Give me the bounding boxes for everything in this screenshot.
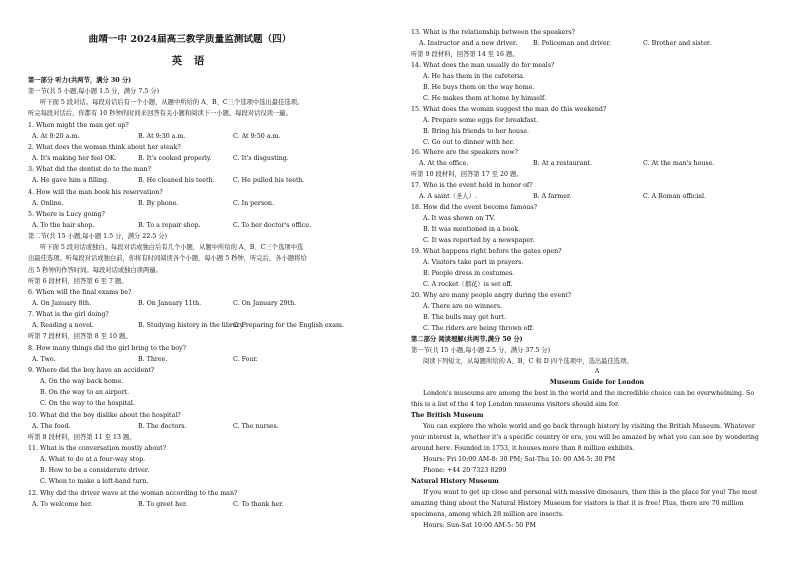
text-line: A. Prepare some eggs for breakfast. (423, 116, 539, 124)
answer-option: C. In person. (233, 199, 274, 207)
text-line: Phone: +44 20 7323 8299 (423, 467, 507, 474)
text-line: B. People dress in costumes. (423, 269, 515, 277)
subject-title: 英 语 (171, 55, 209, 67)
text-line: 9. Where did the boy have an accident? (28, 366, 155, 374)
section-heading: The British Museum (411, 412, 484, 420)
text-line: C. On the way to the hospital. (40, 400, 135, 408)
text-line: 18. How did the event become famous? (411, 204, 537, 212)
text-line: 13. What is the relationship between the speakers? (411, 29, 576, 36)
text-line: 听第 8 段材料，回答第 11 至 13 题。 (28, 433, 136, 441)
text-line: 听完每段对话后，你都有 10 秒钟的时间来回答有关小题和阅读下一小题。每段对话仅读一遍。 (28, 110, 292, 118)
answer-option: A. Two. (32, 355, 56, 363)
answer-option: B. Studying history in the library. (138, 322, 245, 330)
answer-option: B. By phone. (138, 199, 179, 207)
answer-options (28, 299, 388, 308)
text-line: 17. Who is the event held in honor of? (411, 182, 533, 190)
answer-option: C. Four. (233, 355, 258, 363)
answer-option: A. On January 8th. (32, 300, 92, 307)
text-line: 7. What is the girl doing? (28, 311, 109, 319)
text-line: A. It was shown on TV. (423, 215, 495, 223)
text-line: A. What to do at a four-way stop. (40, 456, 146, 464)
text-line: C. When to make a left-hand turn. (40, 478, 149, 486)
text-line: 听下面 5 段对话或独白。每段对话或独白后有几个小题，从题中所给的 A、B、C三个选项中选 (40, 244, 304, 252)
answer-options (28, 355, 388, 364)
answer-option: C. He pulled his teeth. (233, 177, 305, 185)
text-line: London's museums are among the best in the world and the incredible choice can be overwhelming. So (423, 390, 755, 398)
text-line: 阅读下列短文，从每题所给的 A、B、C 和 D 四个选项中，选出最佳选项。 (423, 357, 633, 365)
text-line: 5. Where is Lucy going? (28, 210, 105, 218)
answer-options (411, 192, 783, 201)
answer-option: B. At 9:30 a.m. (138, 132, 186, 140)
text-line: 12. Why did the driver wave at the woman according to the man? (28, 489, 238, 497)
text-line: 19. What happens right before the gates open? (411, 248, 562, 255)
answer-option: C. A Roman official. (643, 193, 707, 201)
text-line: your interest is, whether it's a specific country or era, you will be amazed by what you can see by wondering (411, 434, 759, 442)
text-line: 听下面 5 段对话。每段对话后有一个小题，从题中所给的 A、B、C三个选项中选出最佳选项。 (40, 99, 304, 107)
text-line: 14. What does the man usually do for meals? (411, 61, 555, 69)
answer-options (28, 199, 388, 208)
text-line: Hours: Sun-Sat 10:00 AM-5: 50 PM (423, 521, 536, 529)
answer-option: B. At a restaurant. (533, 160, 593, 168)
text-line: 11. What is the conversation mostly about? (28, 444, 167, 452)
answer-option: B. To a repair shop. (138, 221, 201, 229)
text-line: 4. How will the man book his reservation? (28, 188, 163, 196)
answer-option: C. Brother and sister. (643, 39, 712, 47)
answer-option: A. At the office. (419, 160, 469, 168)
answer-option: A. It's making her feel OK. (32, 155, 117, 163)
text-line: 10. What did the boy dislike about the hospital? (28, 411, 181, 419)
text-line: A. There are no winners. (423, 302, 503, 310)
text-line: around here. Founded in 1753, it houses more than 8 million exhibits. (411, 445, 635, 453)
text-line: 15. What does the woman suggest the man do this weekend? (411, 105, 607, 113)
answer-option: A. The food. (32, 422, 71, 430)
text-line: Hours: Fri 10:00 AM-8: 30 PM; Sat-Thu 10: 00 AM-5: 30 PM (423, 456, 616, 464)
text-line: A. Visitors take part in prayers. (423, 258, 524, 266)
text-line: A. On the way back home. (40, 378, 124, 386)
text-line: 听第 7 段材料，回答第 8 至 10 题。 (28, 333, 132, 341)
text-line: C. He makes them at home by himself. (423, 94, 547, 102)
answer-options (28, 321, 388, 330)
text-line: 出最佳选项。听每段对话或独白前，你将有时间阅读各个小题，每小题 5 秒钟，听完后，各小题将给 (28, 255, 307, 263)
text-line: C. A rocket（烟花）is set off. (423, 280, 513, 288)
answer-option: C. At the man's house. (643, 160, 715, 168)
text-line: 16. Where are the speakers now? (411, 149, 518, 157)
passage-label: A (594, 368, 600, 376)
text-line: 听第 10 段材料，回答第 17 至 20 题。 (411, 171, 523, 179)
text-line: C. The riders are being thrown off. (423, 324, 534, 332)
answer-option: B. Policeman and driver. (533, 39, 611, 47)
text-line: You can explore the whole world and go back through history by visiting the British Museum. Whatever (423, 423, 755, 431)
text-line: 1. When might the man get up? (28, 121, 129, 129)
text-line: 第一节(共 15 小题,每小题 2.5 分，满分 37.5 分) (411, 346, 551, 354)
text-line: A. He has them in the cafeteria. (423, 72, 525, 80)
answer-option: B. The doctors. (138, 422, 187, 430)
text-line: this is a list of the 4 top London museums visitors should aim for. (411, 401, 620, 409)
section-heading: 第二部分 阅读理解(共两节,满分 50 分) (411, 335, 523, 343)
answer-option: C. The nurses. (233, 422, 279, 430)
answer-option: B. He cleaned his teeth. (138, 177, 215, 185)
answer-option: B. It's cooked properly. (138, 155, 212, 163)
text-line: 出 5 秒钟的作答时间。每段对话或独白读两遍。 (28, 266, 162, 274)
answer-option: B. To greet her. (138, 500, 188, 508)
text-line: 20. Why are many people angry during the event? (411, 291, 572, 299)
text-line: amazing thing about the Natural History Museum for visitors is that it is free! Plus, there are 70 million (411, 499, 744, 507)
section-heading: Natural History Museum (411, 477, 499, 485)
answer-option: C. To her doctor's office. (233, 221, 312, 229)
answer-option: A. To welcome her. (32, 500, 93, 508)
exam-title: 曲靖一中 2024届高三教学质量监测试题（四） (88, 34, 292, 45)
answer-options (28, 176, 388, 185)
text-line: B. The bulls may get hurt. (423, 313, 507, 321)
answer-options (28, 221, 388, 230)
answer-options (28, 154, 388, 163)
passage-title: Museum Guide for London (549, 379, 645, 387)
answer-options (411, 39, 783, 48)
answer-options (28, 500, 388, 509)
answer-option: B. Three. (138, 355, 168, 363)
answer-option: A. Instructor and a new driver. (419, 39, 518, 47)
answer-option: A. He gave him a filling. (32, 177, 109, 185)
answer-option: A. Online. (32, 199, 64, 207)
text-line: B. He buys them on the way home. (423, 83, 535, 91)
text-line: B. On the way to an airport. (40, 389, 130, 397)
answer-option: C. It's disgusting. (233, 155, 289, 163)
answer-option: A. Reading a novel. (32, 322, 94, 330)
answer-option: A. To the hair shop. (32, 221, 95, 229)
text-line: 听第 9 段材料，回答第 14 至 16 题。 (411, 50, 519, 58)
text-line: 第一节(共 5 小题,每小题 1.5 分，满分 7.5 分) (28, 88, 160, 96)
section-heading: 第一部分 听力(共两节，满分 30 分) (28, 77, 132, 84)
text-line: If you want to get up close and personal with massive dinosaurs, then this is the place for you! The most (423, 488, 758, 496)
text-line: B. How to be a considerate driver. (40, 467, 150, 475)
answer-option: C. Preparing for the English exam. (233, 322, 344, 330)
answer-options (411, 159, 783, 168)
answer-option: B. A farmer. (533, 193, 572, 201)
answer-option: A. A saint（圣人）. (419, 193, 477, 201)
answer-option: C. At 9:50 a.m. (233, 132, 281, 140)
answer-option: C. On January 29th. (233, 300, 297, 307)
text-line: 3. What did the dentist do to the man? (28, 166, 151, 174)
answer-options (28, 422, 388, 431)
text-line: 6. When will the final exams be? (28, 288, 132, 296)
answer-option: B. On January 11th. (138, 300, 202, 307)
text-line: 第二节(共 15 小题,每小题 1.5 分，满分 22.5 分) (28, 233, 168, 241)
text-line: 听第 6 段材料，回答第 6 至 7 题。 (28, 277, 128, 285)
answer-options (28, 132, 388, 141)
text-line: specimens, among which 28 million are insects. (411, 510, 564, 518)
text-line: 2. What does the woman think about her steak? (28, 143, 181, 151)
text-line: C. It was reported by a newspaper. (423, 237, 535, 245)
answer-option: C. To thank her. (233, 500, 284, 508)
text-line: 8. How many things did the girl bring to the boy? (28, 344, 186, 352)
answer-option: A. At 9:20 a.m. (32, 132, 80, 140)
text-line: B. It was mentioned in a book. (423, 226, 521, 234)
text-line: B. Bring his friends to her house. (423, 127, 530, 135)
text-line: C. Go out to dinner with her. (423, 138, 515, 146)
